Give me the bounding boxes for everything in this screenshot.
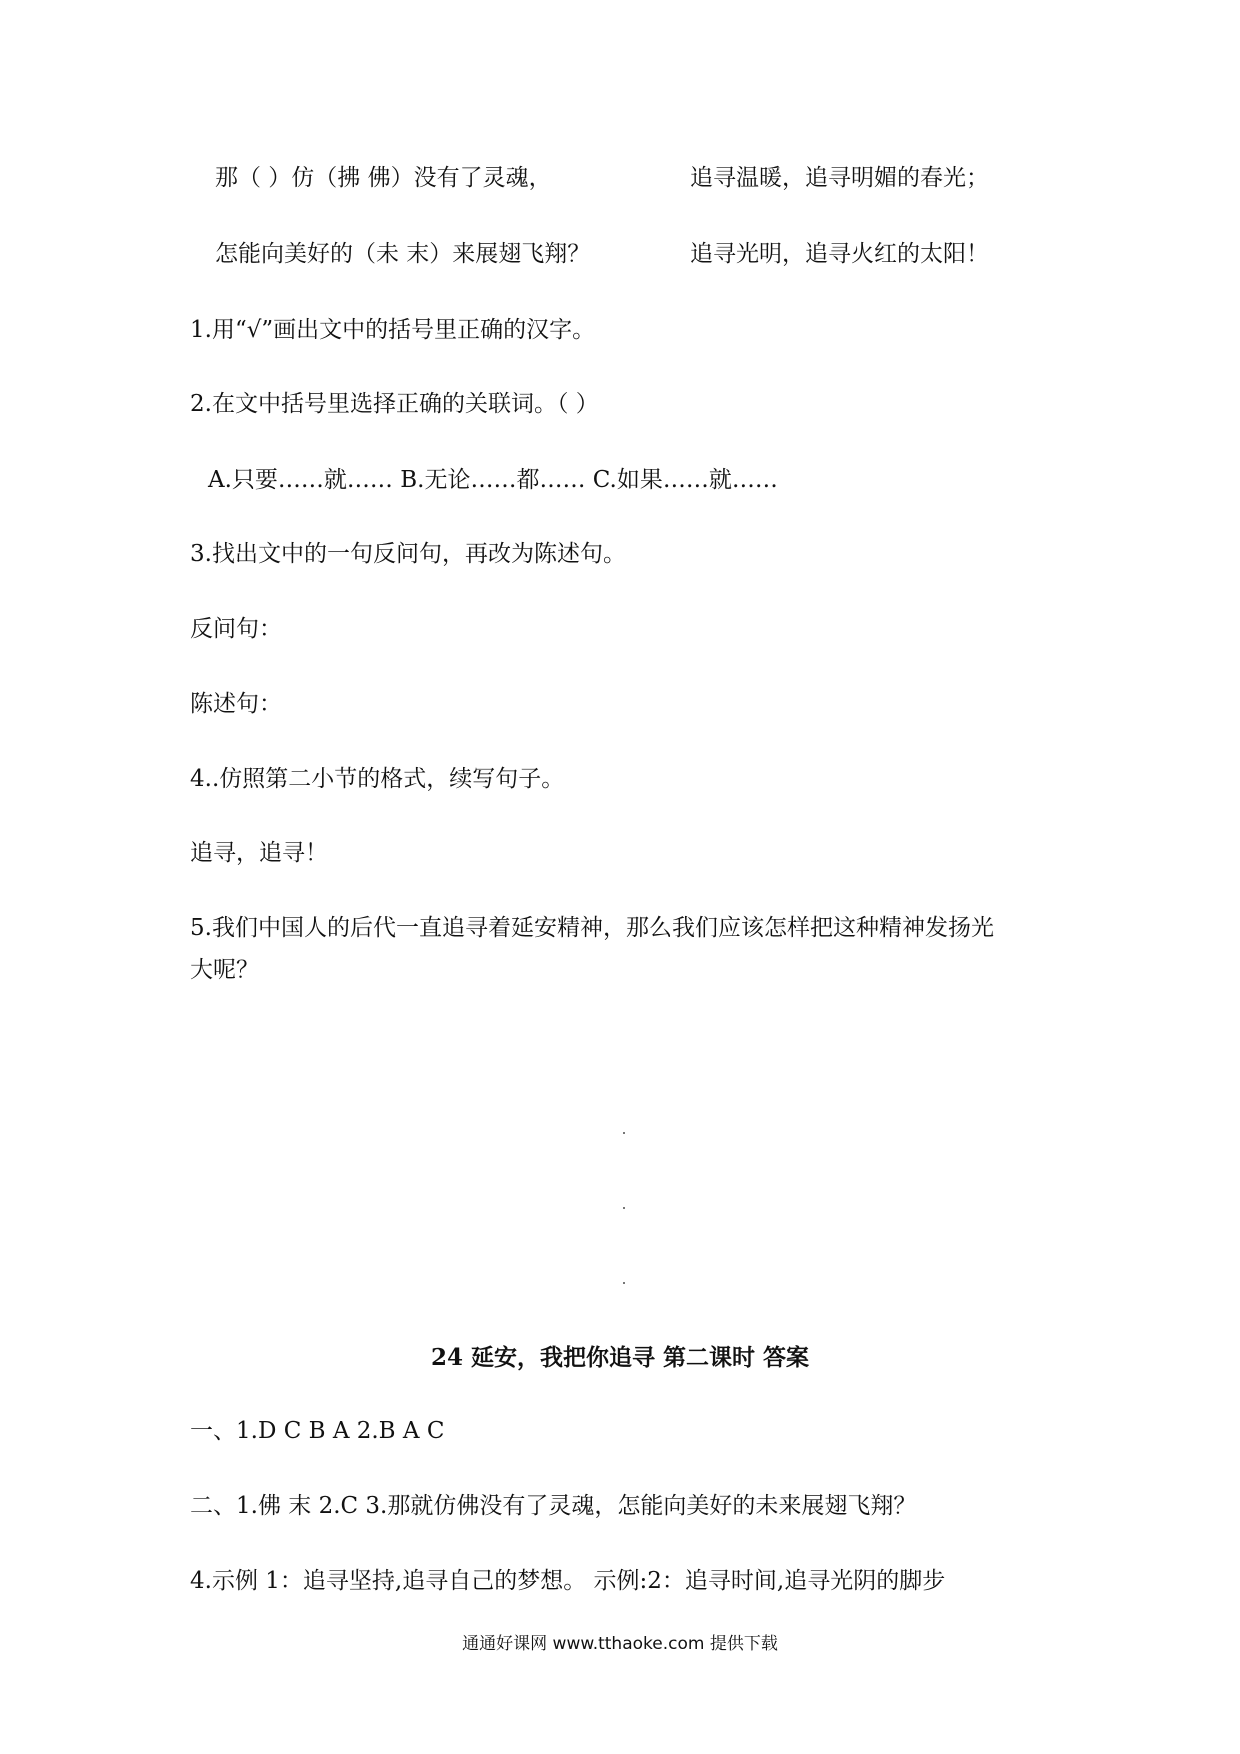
question-3-rhetorical-label: 反问句： xyxy=(190,616,282,642)
question-2: 2.在文中括号里选择正确的关联词。（ ） xyxy=(190,391,599,417)
answers-part-2: 二、1.佛 末 2.C 3.那就仿佛没有了灵魂，怎能向美好的未来展翅飞翔？ xyxy=(190,1493,917,1519)
question-4: 4..仿照第二小节的格式，续写句子。 xyxy=(190,766,565,792)
question-5-line-1: 5.我们中国人的后代一直追寻着延安精神，那么我们应该怎样把这种精神发扬光 xyxy=(190,915,994,941)
answers-part-1: 一、1.D C B A 2.B A C xyxy=(190,1418,445,1444)
question-3-declarative-label: 陈述句： xyxy=(190,691,282,717)
poem-line-2-right: 追寻光明，追寻火红的太阳！ xyxy=(690,241,989,267)
question-5-line-2: 大呢？ xyxy=(190,957,259,983)
footer-text: 通通好课网 www.tthaoke.com 提供下载 xyxy=(462,1634,778,1654)
question-2-options: A.只要……就…… B.无论……都…… C.如果……就…… xyxy=(208,467,778,493)
poem-line-1-right: 追寻温暖，追寻明媚的春光； xyxy=(690,165,989,191)
divider-dot xyxy=(623,1207,625,1209)
question-4-template: 追寻，追寻！ xyxy=(190,840,328,866)
divider-dot xyxy=(623,1132,625,1134)
divider-dot xyxy=(623,1282,625,1284)
answers-part-4: 4.示例 1：追寻坚持,追寻自己的梦想。 示例:2：追寻时间,追寻光阴的脚步 xyxy=(190,1568,946,1594)
answers-title: 24 延安，我把你追寻 第二课时 答案 xyxy=(430,1344,810,1371)
poem-line-2-left: 怎能向美好的（未 末）来展翅飞翔？ xyxy=(215,241,591,267)
question-1: 1.用“√”画出文中的括号里正确的汉字。 xyxy=(190,317,596,343)
question-3: 3.找出文中的一句反问句，再改为陈述句。 xyxy=(190,541,626,567)
poem-line-1-left: 那（ ）仿（拂 佛）没有了灵魂， xyxy=(215,165,552,191)
